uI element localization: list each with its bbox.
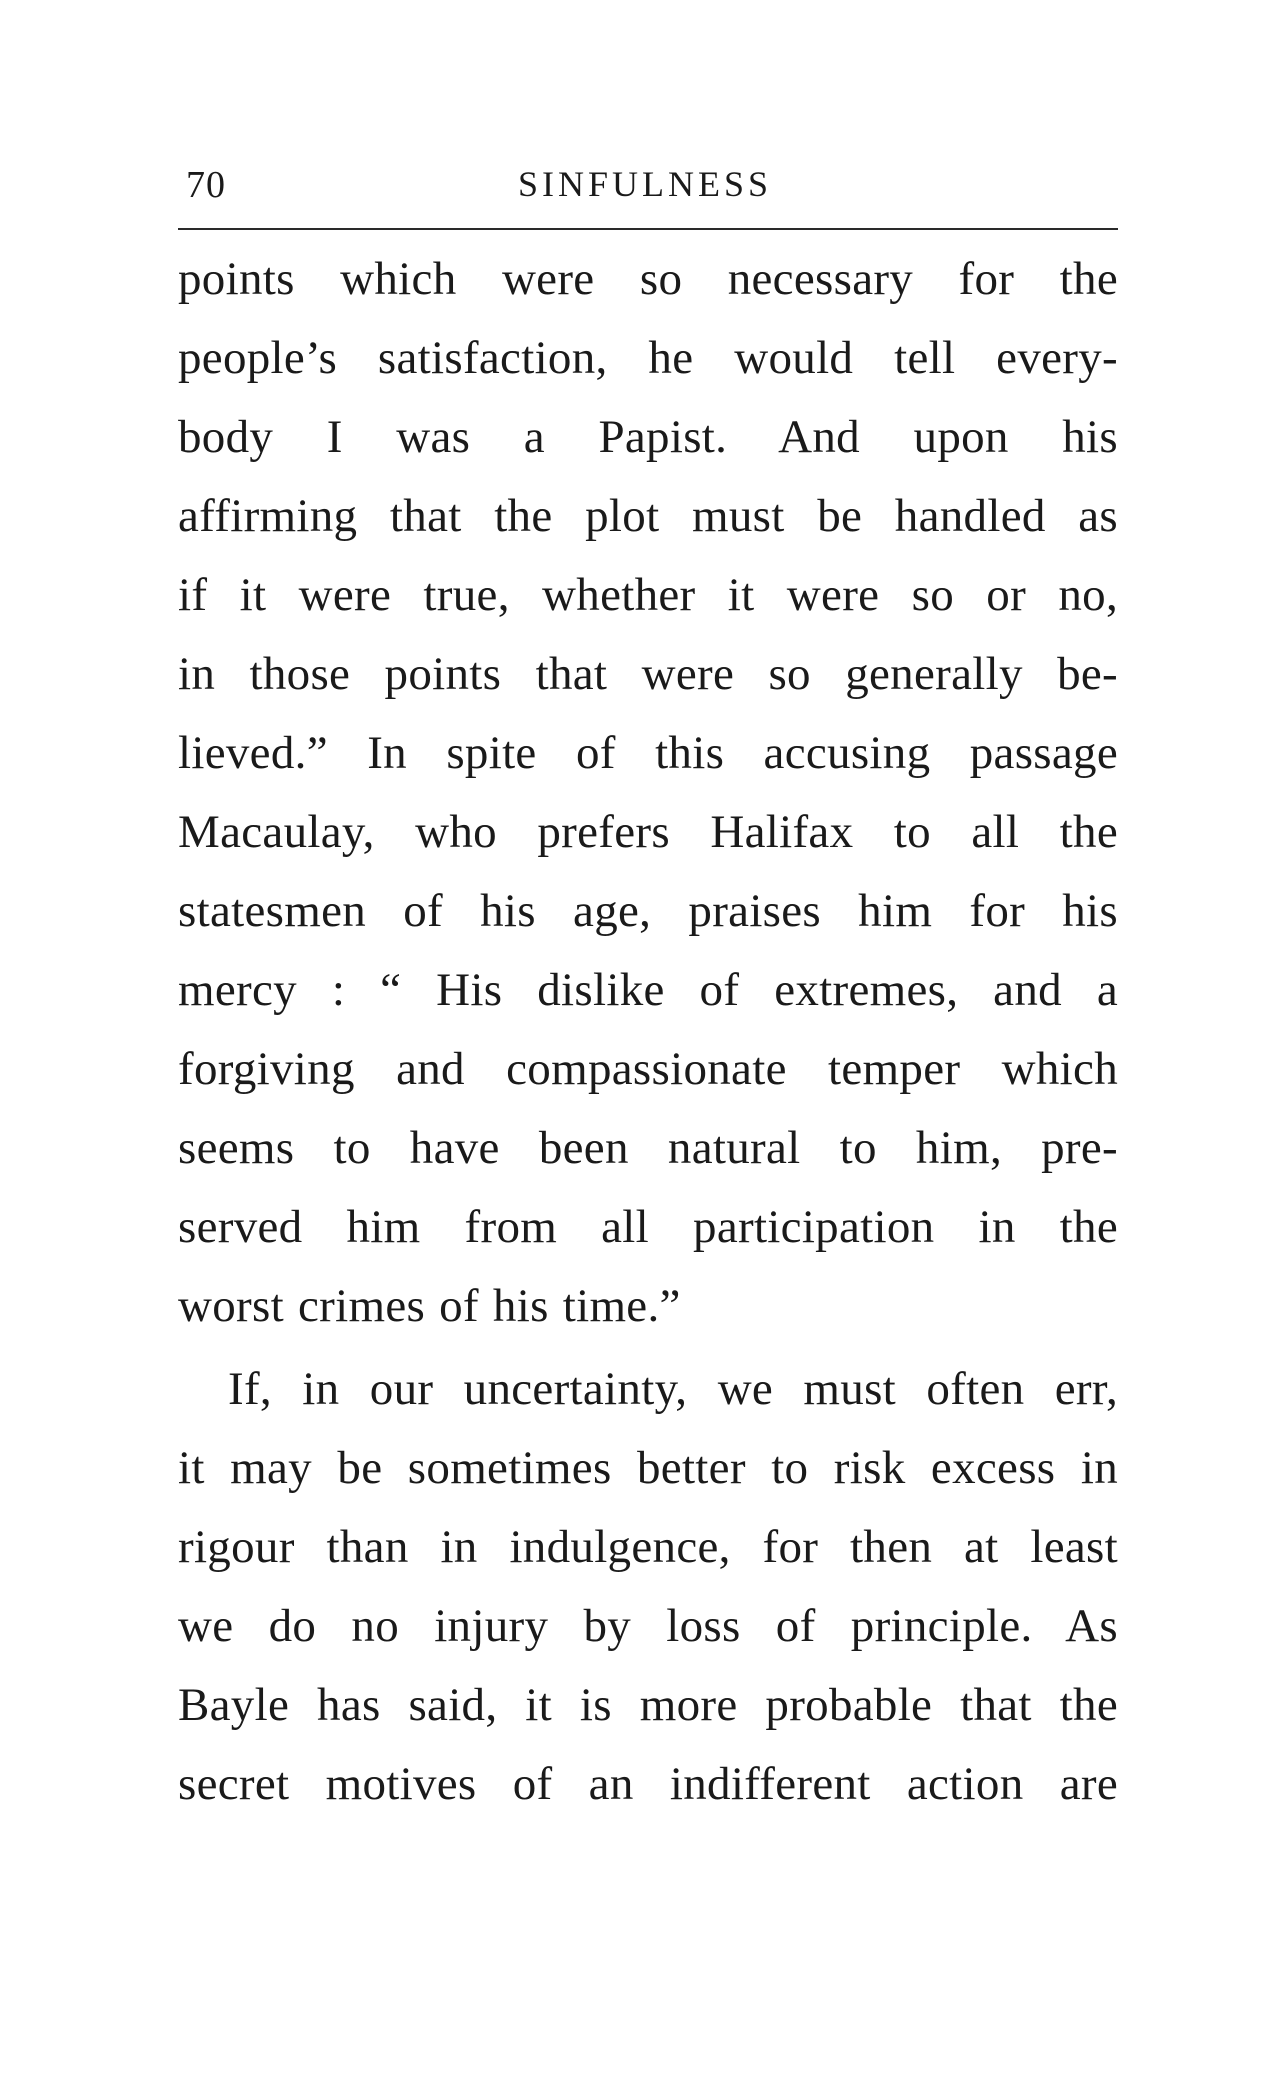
- text-line: secret motives of an indifferent action are: [178, 1758, 1118, 1810]
- text-line: Bayle has said, it is more probable that the: [178, 1679, 1118, 1731]
- text-line: statesmen of his age, praises him for his: [178, 885, 1118, 937]
- text-line: worst crimes of his time.”: [178, 1280, 681, 1332]
- text-line: people’s satisfaction, he would tell every-: [178, 332, 1118, 384]
- running-title: SINFULNESS: [518, 164, 773, 204]
- text-line: rigour than in indulgence, for then at least: [178, 1521, 1118, 1573]
- paragraph-2: [178, 1350, 1118, 1824]
- text-line: we do no injury by loss of principle. As: [178, 1600, 1118, 1652]
- text-line: points which were so necessary for the: [178, 253, 1118, 305]
- header-rule: [178, 228, 1118, 230]
- text-line: mercy : “ His dislike of extremes, and a: [178, 964, 1118, 1016]
- paragraph-1: [178, 240, 1118, 1346]
- running-head: [178, 155, 1118, 215]
- text-line: body I was a Papist. And upon his: [178, 411, 1118, 463]
- text-line: affirming that the plot must be handled as: [178, 490, 1118, 542]
- text-line: seems to have been natural to him, pre-: [178, 1122, 1118, 1174]
- text-line: it may be sometimes better to risk excess in: [178, 1442, 1118, 1494]
- text-line: Macaulay, who prefers Halifax to all the: [178, 806, 1118, 858]
- text-line: in those points that were so generally be-: [178, 648, 1118, 700]
- text-line: If, in our uncertainty, we must often err,: [228, 1363, 1118, 1415]
- text-line: served him from all participation in the: [178, 1201, 1118, 1253]
- page-number: 70: [186, 164, 226, 206]
- body-text: [178, 240, 1118, 1824]
- text-line: forgiving and compassionate temper which: [178, 1043, 1118, 1095]
- text-line: if it were true, whether it were so or no,: [178, 569, 1118, 621]
- text-line: lieved.” In spite of this accusing passage: [178, 727, 1118, 779]
